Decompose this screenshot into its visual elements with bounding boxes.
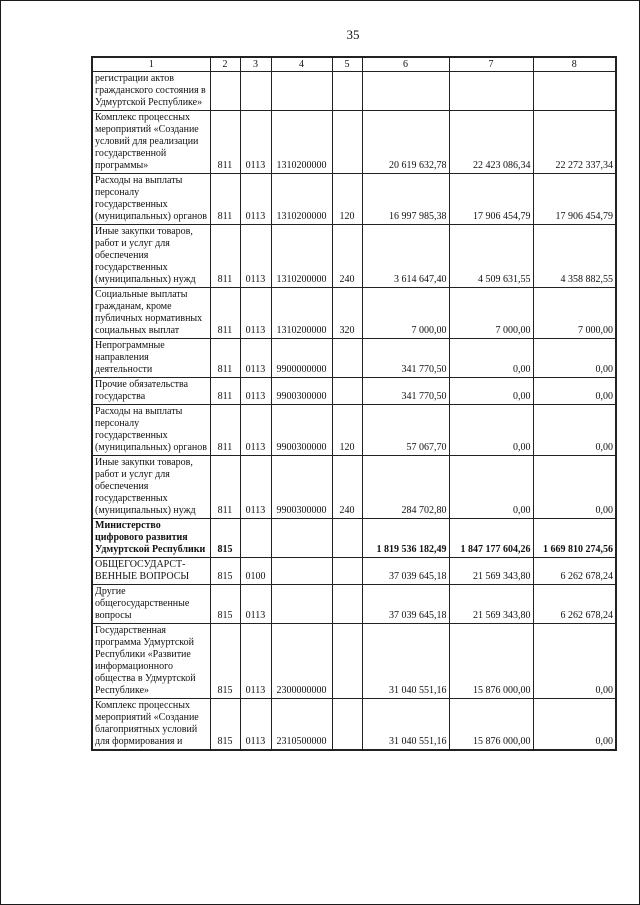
cell-amount-year2: [449, 72, 533, 111]
cell-grbs-code: 811: [210, 456, 240, 519]
cell-expense-type-code: 240: [332, 456, 362, 519]
cell-amount-year2: 0,00: [449, 456, 533, 519]
cell-target-article-code: 1310200000: [271, 174, 332, 225]
cell-grbs-code: 815: [210, 519, 240, 558]
cell-expense-type-code: 320: [332, 288, 362, 339]
cell-amount-year3: 1 669 810 274,56: [533, 519, 616, 558]
cell-target-article-code: [271, 519, 332, 558]
cell-amount-year2: 15 876 000,00: [449, 624, 533, 699]
cell-expense-type-code: 120: [332, 174, 362, 225]
cell-section-code: 0113: [240, 378, 271, 405]
cell-expense-name: Комплекс процессных мероприятий «Создание условий для реализации государственной программы»: [92, 111, 210, 174]
cell-amount-year2: 21 569 343,80: [449, 558, 533, 585]
cell-amount-year3: 17 906 454,79: [533, 174, 616, 225]
cell-amount-year2: 1 847 177 604,26: [449, 519, 533, 558]
cell-grbs-code: 811: [210, 225, 240, 288]
column-header: 8: [533, 57, 616, 72]
table-header-row: [92, 57, 616, 72]
cell-amount-year2: 4 509 631,55: [449, 225, 533, 288]
table-row: [92, 72, 616, 111]
cell-amount-year3: 22 272 337,34: [533, 111, 616, 174]
cell-target-article-code: 2300000000: [271, 624, 332, 699]
cell-expense-name: Иные закупки товаров, работ и услуг для обеспечения государственных (муниципальных) нужд: [92, 456, 210, 519]
cell-amount-year2: 7 000,00: [449, 288, 533, 339]
cell-amount-year3: 0,00: [533, 624, 616, 699]
cell-section-code: 0113: [240, 225, 271, 288]
cell-target-article-code: 9900300000: [271, 456, 332, 519]
cell-amount-year2: 0,00: [449, 378, 533, 405]
cell-amount-year3: 4 358 882,55: [533, 225, 616, 288]
cell-expense-name: Министерство цифрового развития Удмуртской Республики: [92, 519, 210, 558]
cell-amount-year1: 1 819 536 182,49: [362, 519, 449, 558]
cell-grbs-code: 811: [210, 288, 240, 339]
cell-target-article-code: [271, 72, 332, 111]
cell-amount-year2: 17 906 454,79: [449, 174, 533, 225]
cell-grbs-code: 815: [210, 624, 240, 699]
cell-grbs-code: 815: [210, 699, 240, 751]
cell-grbs-code: 811: [210, 378, 240, 405]
cell-expense-name: Другие общегосударственные вопросы: [92, 585, 210, 624]
page-number: 35: [346, 27, 360, 42]
cell-amount-year2: 21 569 343,80: [449, 585, 533, 624]
cell-amount-year1: 37 039 645,18: [362, 585, 449, 624]
cell-grbs-code: 811: [210, 111, 240, 174]
cell-amount-year3: [533, 72, 616, 111]
cell-expense-type-code: [332, 585, 362, 624]
table-row: [92, 378, 616, 405]
cell-grbs-code: [210, 72, 240, 111]
cell-amount-year3: 0,00: [533, 456, 616, 519]
cell-section-code: 0113: [240, 174, 271, 225]
cell-amount-year3: 0,00: [533, 405, 616, 456]
cell-expense-name: регистрации актов гражданского состояния в Удмуртской Республике»: [92, 72, 210, 111]
cell-section-code: [240, 519, 271, 558]
cell-section-code: 0100: [240, 558, 271, 585]
cell-amount-year2: 22 423 086,34: [449, 111, 533, 174]
cell-expense-name: Иные закупки товаров, работ и услуг для обеспечения государственных (муниципальных) нужд: [92, 225, 210, 288]
table-row: [92, 624, 616, 699]
cell-amount-year1: 284 702,80: [362, 456, 449, 519]
cell-expense-type-code: [332, 111, 362, 174]
cell-amount-year3: 7 000,00: [533, 288, 616, 339]
cell-section-code: 0113: [240, 111, 271, 174]
table-row: [92, 519, 616, 558]
cell-section-code: 0113: [240, 624, 271, 699]
cell-expense-name: Социальные выплаты гражданам, кроме публичных нормативных социальных выплат: [92, 288, 210, 339]
cell-amount-year1: 3 614 647,40: [362, 225, 449, 288]
cell-amount-year3: 6 262 678,24: [533, 585, 616, 624]
cell-amount-year2: 0,00: [449, 405, 533, 456]
table-row: [92, 558, 616, 585]
table-row: [92, 288, 616, 339]
cell-expense-type-code: 240: [332, 225, 362, 288]
cell-expense-type-code: [332, 378, 362, 405]
cell-expense-type-code: [332, 519, 362, 558]
cell-expense-name: Комплекс процессных мероприятий «Создание благоприятных условий для формирования и: [92, 699, 210, 751]
cell-grbs-code: 815: [210, 558, 240, 585]
column-header: 5: [332, 57, 362, 72]
cell-expense-name: ОБЩЕГОСУДАРСТ-ВЕННЫЕ ВОПРОСЫ: [92, 558, 210, 585]
cell-expense-type-code: [332, 699, 362, 751]
cell-amount-year1: 20 619 632,78: [362, 111, 449, 174]
cell-expense-name: Непрограммные направления деятельности: [92, 339, 210, 378]
cell-section-code: 0113: [240, 339, 271, 378]
cell-grbs-code: 811: [210, 174, 240, 225]
cell-amount-year1: [362, 72, 449, 111]
cell-amount-year1: 341 770,50: [362, 378, 449, 405]
cell-section-code: 0113: [240, 456, 271, 519]
cell-amount-year1: 7 000,00: [362, 288, 449, 339]
cell-target-article-code: 9900000000: [271, 339, 332, 378]
table-row: [92, 456, 616, 519]
cell-amount-year1: 37 039 645,18: [362, 558, 449, 585]
table-row: [92, 699, 616, 751]
cell-target-article-code: 1310200000: [271, 225, 332, 288]
cell-amount-year3: 0,00: [533, 699, 616, 751]
cell-amount-year1: 341 770,50: [362, 339, 449, 378]
cell-grbs-code: 811: [210, 339, 240, 378]
cell-target-article-code: 1310200000: [271, 288, 332, 339]
table-row: [92, 339, 616, 378]
cell-amount-year3: 6 262 678,24: [533, 558, 616, 585]
cell-section-code: 0113: [240, 288, 271, 339]
cell-amount-year2: 0,00: [449, 339, 533, 378]
table-row: [92, 405, 616, 456]
column-header: 4: [271, 57, 332, 72]
cell-target-article-code: 9900300000: [271, 378, 332, 405]
column-header: 1: [92, 57, 210, 72]
cell-target-article-code: 9900300000: [271, 405, 332, 456]
cell-grbs-code: 815: [210, 585, 240, 624]
cell-amount-year1: 57 067,70: [362, 405, 449, 456]
cell-expense-name: Расходы на выплаты персоналу государственных (муниципальных) органов: [92, 174, 210, 225]
cell-target-article-code: [271, 558, 332, 585]
cell-section-code: 0113: [240, 405, 271, 456]
cell-amount-year2: 15 876 000,00: [449, 699, 533, 751]
budget-table: [91, 56, 617, 751]
cell-expense-type-code: [332, 339, 362, 378]
table-row: [92, 111, 616, 174]
cell-amount-year1: 31 040 551,16: [362, 699, 449, 751]
table-row: [92, 585, 616, 624]
column-header: 2: [210, 57, 240, 72]
cell-amount-year1: 31 040 551,16: [362, 624, 449, 699]
cell-expense-type-code: [332, 72, 362, 111]
cell-section-code: 0113: [240, 585, 271, 624]
cell-expense-name: Государственная программа Удмуртской Республики «Развитие информационного общества в Удмуртской Республике»: [92, 624, 210, 699]
cell-section-code: [240, 72, 271, 111]
column-header: 7: [449, 57, 533, 72]
table-row: [92, 174, 616, 225]
column-header: 3: [240, 57, 271, 72]
cell-expense-type-code: [332, 558, 362, 585]
cell-target-article-code: [271, 585, 332, 624]
cell-grbs-code: 811: [210, 405, 240, 456]
cell-amount-year1: 16 997 985,38: [362, 174, 449, 225]
column-header: 6: [362, 57, 449, 72]
cell-expense-name: Расходы на выплаты персоналу государственных (муниципальных) органов: [92, 405, 210, 456]
cell-target-article-code: 2310500000: [271, 699, 332, 751]
cell-section-code: 0113: [240, 699, 271, 751]
table-row: [92, 225, 616, 288]
cell-amount-year3: 0,00: [533, 378, 616, 405]
cell-amount-year3: 0,00: [533, 339, 616, 378]
cell-expense-name: Прочие обязательства государства: [92, 378, 210, 405]
cell-expense-type-code: 120: [332, 405, 362, 456]
cell-expense-type-code: [332, 624, 362, 699]
cell-target-article-code: 1310200000: [271, 111, 332, 174]
